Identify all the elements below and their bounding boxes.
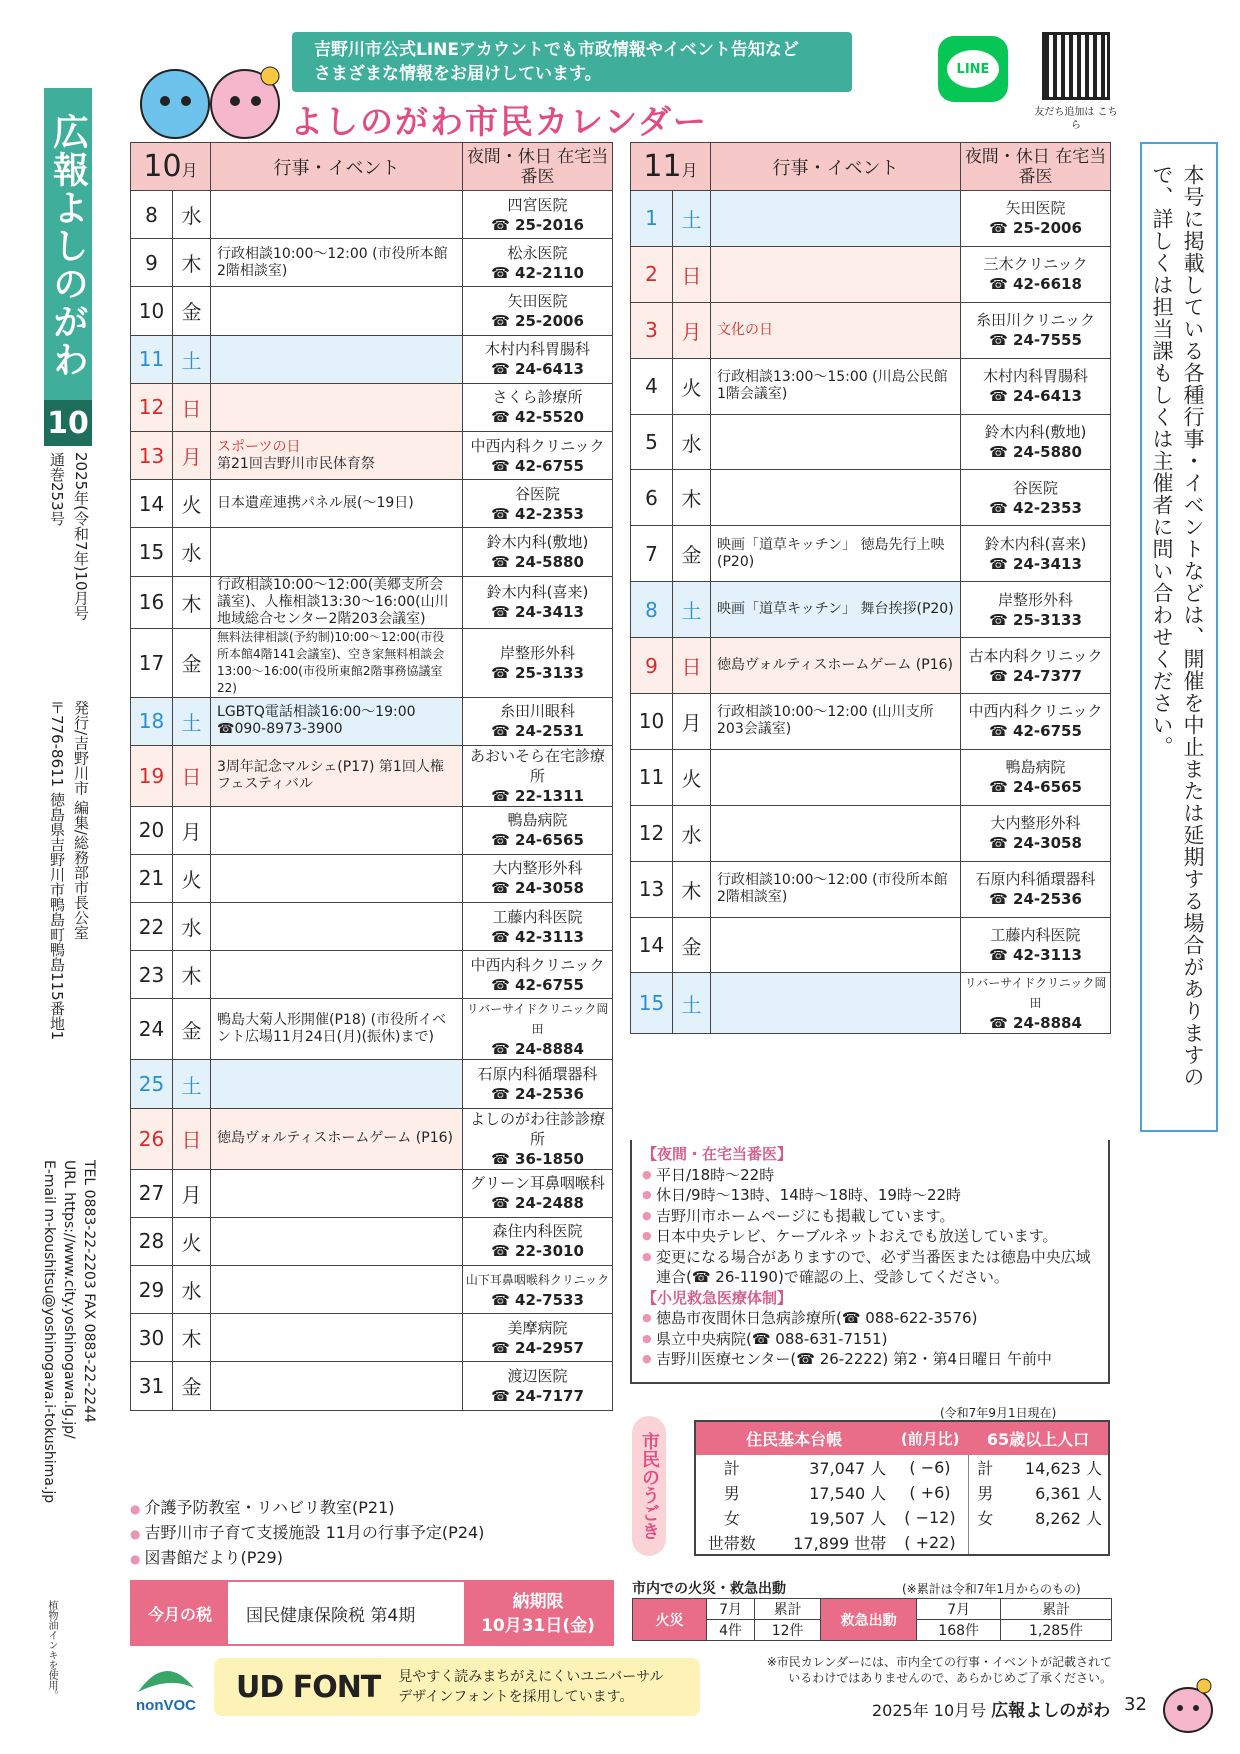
day-number: 19 — [131, 745, 173, 806]
side-notice: 本号に掲載している各種行事・イベントなどは、開催を中止または延期する場合がありますので、詳しくは担当課もしくは主催者に問い合わせください。 — [1140, 142, 1218, 1132]
calendar-row — [631, 526, 1111, 582]
weekday: 水 — [173, 528, 211, 576]
event-cell — [211, 1169, 463, 1217]
weekday: 月 — [173, 806, 211, 854]
october-calendar — [130, 142, 613, 1411]
day-number: 13 — [131, 431, 173, 479]
doctor-header: 夜間・休日 在宅当番医 — [463, 143, 613, 191]
event-cell: 映画「道草キッチン」 徳島先行上映(P20) — [711, 526, 961, 582]
doctor-cell: 木村内科胃腸科 ☎ 24-6413 — [961, 358, 1111, 414]
weekday: 木 — [173, 576, 211, 628]
doctor-cell: 木村内科胃腸科 ☎ 24-6413 — [463, 335, 613, 383]
weekday: 日 — [673, 246, 711, 302]
weekday: 水 — [173, 191, 211, 239]
weekday: 火 — [173, 854, 211, 902]
event-cell: 文化の日 — [711, 302, 961, 358]
doctor-header: 夜間・休日 在宅当番医 — [961, 143, 1111, 191]
weekday: 木 — [673, 861, 711, 917]
link-item[interactable]: ● 介護予防教室・リハビリ教室(P21) — [130, 1496, 484, 1521]
day-number: 3 — [631, 302, 673, 358]
svg-text:nonVOC: nonVOC — [136, 1697, 196, 1714]
doctor-cell: 鈴木内科(喜来) ☎ 24-3413 — [961, 526, 1111, 582]
event-cell — [211, 1314, 463, 1362]
link-item[interactable]: ● 図書館だより(P29) — [130, 1546, 484, 1571]
calendar-row — [631, 358, 1111, 414]
population-row: 女 19,507 人 ( −12) 女 8,262 人 — [695, 1505, 1109, 1530]
day-number: 10 — [131, 287, 173, 335]
doctor-cell: よしのがわ往診診療所 ☎ 36-1850 — [463, 1108, 613, 1169]
weekday: 月 — [173, 431, 211, 479]
event-cell — [211, 951, 463, 999]
weekday: 土 — [673, 582, 711, 638]
link-item[interactable]: ● 吉野川市子育て支援施設 11月の行事予定(P24) — [130, 1521, 484, 1546]
event-cell — [711, 917, 961, 973]
day-number: 20 — [131, 806, 173, 854]
day-number: 14 — [131, 480, 173, 528]
fire-title: 市内での火災・救急出動 — [632, 1581, 786, 1597]
day-number: 18 — [131, 697, 173, 745]
event-cell: 徳島ヴォルティスホームゲーム (P16) — [711, 638, 961, 694]
event-cell — [711, 246, 961, 302]
age65-header: 65歳以上人口 — [968, 1421, 1109, 1455]
day-number: 12 — [131, 383, 173, 431]
fire-note: (※累計は令和7年1月からのもの) — [902, 1582, 1081, 1596]
weekday: 金 — [173, 999, 211, 1060]
doctor-cell: さくら診療所 ☎ 42-5520 — [463, 383, 613, 431]
population-row: 世帯数 17,899 世帯 ( +22) — [695, 1530, 1109, 1555]
weekday: 月 — [673, 302, 711, 358]
calendar-row — [131, 1362, 613, 1410]
day-number: 27 — [131, 1169, 173, 1217]
calendar-row — [631, 246, 1111, 302]
event-cell — [711, 414, 961, 470]
event-cell: 映画「道草キッチン」 舞台挨拶(P20) — [711, 582, 961, 638]
weekday: 火 — [673, 358, 711, 414]
day-number: 23 — [131, 951, 173, 999]
doctor-cell: 渡辺医院 ☎ 24-7177 — [463, 1362, 613, 1410]
event-cell — [711, 749, 961, 805]
weekday: 木 — [673, 470, 711, 526]
weekday: 水 — [173, 1266, 211, 1314]
doctor-cell: 工藤内科医院 ☎ 42-3113 — [961, 917, 1111, 973]
day-number: 14 — [631, 917, 673, 973]
calendar-row — [131, 1169, 613, 1217]
doctor-cell: 糸田川クリニック ☎ 24-7555 — [961, 302, 1111, 358]
event-header: 行事・イベント — [711, 143, 961, 191]
day-number: 31 — [131, 1362, 173, 1410]
tax-label: 今月の税 — [132, 1582, 228, 1644]
doctor-cell: 谷医院 ☎ 42-2353 — [463, 480, 613, 528]
event-cell — [211, 1362, 463, 1410]
day-number: 4 — [631, 358, 673, 414]
event-cell: LGBTQ電話相談16:00～19:00 ☎090-8973-3900 — [211, 697, 463, 745]
day-number: 11 — [131, 335, 173, 383]
calendar-row — [131, 431, 613, 479]
tax-due: 納期限 10月31日(金) — [464, 1582, 612, 1644]
day-number: 11 — [631, 749, 673, 805]
doctor-cell: 岸整形外科 ☎ 25-3133 — [961, 582, 1111, 638]
note-item: ● 徳島市夜間休日急病診療所(☎ 088-622-3576) — [642, 1308, 1098, 1329]
calendar-row — [131, 697, 613, 745]
doctor-cell: リバーサイドクリニック岡田 ☎ 24-8884 — [463, 999, 613, 1060]
event-cell — [211, 1266, 463, 1314]
weekday: 金 — [673, 526, 711, 582]
day-number: 25 — [131, 1060, 173, 1108]
event-cell: 徳島ヴォルティスホームゲーム (P16) — [211, 1108, 463, 1169]
calendar-row — [631, 470, 1111, 526]
event-cell — [211, 528, 463, 576]
calendar-row — [631, 917, 1111, 973]
mascot-characters-icon — [130, 56, 290, 146]
doctor-cell: 糸田川眼科 ☎ 24-2531 — [463, 697, 613, 745]
population-table — [694, 1420, 1110, 1556]
publisher-url[interactable]: URL https://www.city.yoshinogawa.lg.jp/ — [61, 1160, 77, 1439]
event-cell — [211, 335, 463, 383]
ink-note: 植物油インキを使用。 — [46, 1600, 57, 1700]
day-number: 16 — [131, 576, 173, 628]
calendar-row — [131, 1108, 613, 1169]
calendar-row — [131, 576, 613, 628]
day-number: 26 — [131, 1108, 173, 1169]
day-number: 1 — [631, 191, 673, 247]
event-cell: 鴨島大菊人形開催(P18) (市役所イベント広場11月24日(月)(振休)まで) — [211, 999, 463, 1060]
population-row: 計 37,047 人 ( −6) 計 14,623 人 — [695, 1455, 1109, 1480]
event-cell — [211, 287, 463, 335]
day-number: 12 — [631, 805, 673, 861]
note-item: ● 平日/18時～22時 — [642, 1165, 1098, 1186]
doctor-cell: 石原内科循環器科 ☎ 24-2536 — [463, 1060, 613, 1108]
weekday: 土 — [173, 1060, 211, 1108]
page-title: よしのがわ市民カレンダー — [290, 102, 708, 141]
event-cell — [711, 805, 961, 861]
line-message: 吉野川市公式LINEアカウントでも市政情報やイベント告知など さまざまな情報をお届けしています。 — [292, 32, 852, 92]
day-number: 30 — [131, 1314, 173, 1362]
calendar-row — [131, 951, 613, 999]
doctor-cell: 矢田医院 ☎ 25-2006 — [463, 287, 613, 335]
event-cell — [211, 383, 463, 431]
weekday: 土 — [173, 335, 211, 383]
event-cell — [211, 806, 463, 854]
publisher-tel: TEL 0883-22-2203 FAX 0883-22-2244 — [81, 1160, 97, 1423]
doctor-cell: 岸整形外科 ☎ 25-3133 — [463, 628, 613, 697]
calendar-row — [131, 335, 613, 383]
day-number: 29 — [131, 1266, 173, 1314]
tax-box — [130, 1580, 614, 1646]
doctor-cell: 鈴木内科(敷地) ☎ 24-5880 — [463, 528, 613, 576]
page-number: 32 — [1124, 1694, 1147, 1715]
doctor-cell: 三木クリニック ☎ 42-6618 — [961, 246, 1111, 302]
weekday: 日 — [173, 745, 211, 806]
doctor-cell: 鈴木内科(喜来) ☎ 24-3413 — [463, 576, 613, 628]
qr-label: 友だち追加は こちら — [1034, 107, 1118, 131]
mascot-icon — [1160, 1676, 1216, 1736]
doctor-cell: 谷医院 ☎ 42-2353 — [961, 470, 1111, 526]
note-item: ● 変更になる場合がありますので、必ず当番医または徳島中央広域連合(☎ 26-1190)で確認の上、受診してください。 — [642, 1247, 1098, 1288]
doctor-cell: 鈴木内科(敷地) ☎ 24-5880 — [961, 414, 1111, 470]
november-calendar — [630, 142, 1111, 1034]
event-cell — [211, 854, 463, 902]
calendar-row — [131, 239, 613, 287]
doctor-cell: 中西内科クリニック ☎ 42-6755 — [961, 694, 1111, 750]
issue-date: 2025年(令和7年)10月号 — [72, 452, 90, 621]
day-number: 9 — [131, 239, 173, 287]
tax-item: 国民健康保険税 第4期 — [246, 1605, 416, 1626]
issue-serial: 通巻253号 — [48, 452, 66, 526]
calendar-row — [131, 480, 613, 528]
calendar-row — [131, 1314, 613, 1362]
day-number: 21 — [131, 854, 173, 902]
calendar-row — [631, 191, 1111, 247]
qr-code-icon[interactable] — [1042, 32, 1110, 100]
weekday: 木 — [173, 951, 211, 999]
population-date: (令和7年9月1日現在) — [940, 1406, 1057, 1420]
calendar-row — [131, 1060, 613, 1108]
calendar-disclaimer: ※市民カレンダーには、市内全ての行事・イベントが記載されて いるわけではありませんので、あらかじめご了承ください。 — [766, 1655, 1112, 1685]
calendar-row — [631, 749, 1111, 805]
event-cell — [211, 1060, 463, 1108]
calendar-row — [131, 854, 613, 902]
calendar-row — [131, 745, 613, 806]
event-cell — [211, 903, 463, 951]
calendar-row — [131, 287, 613, 335]
day-number: 17 — [131, 628, 173, 697]
related-links — [130, 1496, 484, 1571]
note-item: ● 吉野川医療センター(☎ 26-2222) 第2・第4日曜日 午前中 — [642, 1349, 1098, 1370]
day-number: 24 — [131, 999, 173, 1060]
note-item: ● 県立中央病院(☎ 088-631-7151) — [642, 1329, 1098, 1350]
weekday: 土 — [673, 191, 711, 247]
weekday: 火 — [173, 480, 211, 528]
publisher-line1: 発行/吉野川市 編集/総務部市長公室 — [72, 700, 90, 940]
event-cell — [711, 973, 961, 1034]
doctor-cell: グリーン耳鼻咽喉科 ☎ 24-2488 — [463, 1169, 613, 1217]
weekday: 木 — [173, 239, 211, 287]
footer: 2025年 10月号 広報よしのがわ — [872, 1701, 1111, 1721]
calendar-row — [631, 861, 1111, 917]
weekday: 土 — [673, 973, 711, 1034]
ud-font-banner: UD FONT 見やすく読みまちがえにくいユニバーサル デザインフォントを採用しています。 — [214, 1658, 700, 1716]
event-cell: 行政相談10:00～12:00 (市役所本館2階相談室) — [711, 861, 961, 917]
doctor-cell: リバーサイドクリニック岡田 ☎ 24-8884 — [961, 973, 1111, 1034]
basic-header: 住民基本台帳 — [695, 1421, 892, 1455]
day-number: 28 — [131, 1217, 173, 1265]
day-number: 15 — [631, 973, 673, 1034]
calendar-row — [131, 528, 613, 576]
weekday: 月 — [173, 1169, 211, 1217]
population-label: 市民のうごき — [632, 1416, 666, 1556]
doctor-cell: 鴨島病院 ☎ 24-6565 — [961, 749, 1111, 805]
weekday: 金 — [173, 1362, 211, 1410]
day-number: 13 — [631, 861, 673, 917]
note-item: ● 日本中央テレビ、ケーブルネットおえでも放送しています。 — [642, 1226, 1098, 1247]
calendar-row — [131, 628, 613, 697]
weekday: 金 — [173, 628, 211, 697]
note-item: ● 休日/9時～13時、14時～18時、19時～22時 — [642, 1185, 1098, 1206]
weekday: 日 — [673, 638, 711, 694]
weekday: 月 — [673, 694, 711, 750]
ud-font-logo: UD FONT — [236, 1669, 381, 1705]
population-row: 男 17,540 人 ( +6) 男 6,361 人 — [695, 1480, 1109, 1505]
doctor-cell: 古本内科クリニック ☎ 24-7377 — [961, 638, 1111, 694]
calendar-row — [631, 694, 1111, 750]
event-cell: 日本遺産連携パネル展(～19日) — [211, 480, 463, 528]
calendar-row — [131, 1266, 613, 1314]
weekday: 金 — [173, 287, 211, 335]
doctor-cell: 中西内科クリニック ☎ 42-6755 — [463, 951, 613, 999]
weekday: 火 — [673, 749, 711, 805]
weekday: 火 — [173, 1217, 211, 1265]
masthead-title: 広報よしのがわ — [44, 88, 92, 404]
nonvoc-logo-icon — [130, 1658, 202, 1714]
doctor-cell: 矢田医院 ☎ 25-2006 — [961, 191, 1111, 247]
day-number: 5 — [631, 414, 673, 470]
doctor-cell: 美摩病院 ☎ 24-2957 — [463, 1314, 613, 1362]
calendar-row — [631, 414, 1111, 470]
event-cell: 行政相談10:00～12:00 (山川支所203会議室) — [711, 694, 961, 750]
note-item: ● 吉野川市ホームページにも掲載しています。 — [642, 1206, 1098, 1227]
day-number: 8 — [631, 582, 673, 638]
line-logo-icon[interactable]: LINE — [938, 36, 1008, 102]
calendar-row — [631, 302, 1111, 358]
weekday: 水 — [173, 903, 211, 951]
weekday: 水 — [673, 414, 711, 470]
event-cell: 行政相談10:00～12:00 (市役所本館2階相談室) — [211, 239, 463, 287]
doctor-cell: 山下耳鼻咽喉科クリニック ☎ 42-7533 — [463, 1266, 613, 1314]
issue-number: 10 — [44, 400, 92, 446]
event-header: 行事・イベント — [211, 143, 463, 191]
month-header: 10月 — [131, 143, 211, 191]
weekday: 金 — [673, 917, 711, 973]
doctor-cell: あおいそら在宅診療所 ☎ 22-1311 — [463, 745, 613, 806]
publisher-email[interactable]: E-mail m-koushitsu@yoshinogawa.i-tokushima.jp — [41, 1160, 57, 1504]
event-cell — [711, 470, 961, 526]
weekday: 土 — [173, 697, 211, 745]
event-cell — [211, 191, 463, 239]
calendar-row — [131, 191, 613, 239]
day-number: 6 — [631, 470, 673, 526]
month-header: 11月 — [631, 143, 711, 191]
doctor-cell: 松永医院 ☎ 42-2110 — [463, 239, 613, 287]
doctor-cell: 大内整形外科 ☎ 24-3058 — [463, 854, 613, 902]
medical-notes: 【夜間・在宅当番医】 ● 平日/18時～22時 ● 休日/9時～13時、14時～18時、19時～22時 ● 吉野川市ホームページにも掲載しています。 ● 日本中央テレビ、ケーブルネットおえでも放送しています。 ● 変更になる場合がありますので、必ず当番医または徳島中央広域連合(☎ 26-1190)で確認の上、受診してください。 【小児救急医療体制】 ● 徳島市夜間休日急病診療所(☎ 088-622-3576) ● 県立中央病院(☎ 088-631-7151) ● 吉野川医療センター(☎ 26-2222) 第2・第4日曜日 午前中 — [630, 1140, 1110, 1384]
doctor-cell: 工藤内科医院 ☎ 42-3113 — [463, 903, 613, 951]
event-cell: 行政相談10:00～12:00(美郷支所会議室)、人権相談13:30～16:00(山川地域総合センター2階203会議室) — [211, 576, 463, 628]
calendar-row — [631, 582, 1111, 638]
calendar-row — [131, 999, 613, 1060]
calendar-row — [131, 1217, 613, 1265]
day-number: 15 — [131, 528, 173, 576]
day-number: 2 — [631, 246, 673, 302]
day-number: 9 — [631, 638, 673, 694]
doctor-cell: 森住内科医院 ☎ 22-3010 — [463, 1217, 613, 1265]
calendar-row — [131, 903, 613, 951]
doctor-cell: 大内整形外科 ☎ 24-3058 — [961, 805, 1111, 861]
day-number: 8 — [131, 191, 173, 239]
doctor-cell: 鴨島病院 ☎ 24-6565 — [463, 806, 613, 854]
event-cell: 行政相談13:00～15:00 (川島公民館1階会議室) — [711, 358, 961, 414]
weekday: 木 — [173, 1314, 211, 1362]
event-cell: 無料法律相談(予約制)10:00～12:00(市役所本館4階141会議室)、空き家無料相談会13:00～16:00(市役所東館2階事務協議室22) — [211, 628, 463, 697]
calendar-row — [631, 638, 1111, 694]
calendar-row — [131, 383, 613, 431]
day-number: 22 — [131, 903, 173, 951]
calendar-row — [631, 805, 1111, 861]
event-cell — [711, 191, 961, 247]
weekday: 水 — [673, 805, 711, 861]
calendar-row — [631, 973, 1111, 1034]
weekday: 日 — [173, 383, 211, 431]
day-number: 10 — [631, 694, 673, 750]
calendar-row — [131, 806, 613, 854]
doctor-cell: 中西内科クリニック ☎ 42-6755 — [463, 431, 613, 479]
day-number: 7 — [631, 526, 673, 582]
fire-table: 火災 7月 累計 救急出動 7月 累計 4件 12件 168件 1,285件 — [632, 1598, 1112, 1641]
weekday: 日 — [173, 1108, 211, 1169]
publisher-line2: 〒776-8611 徳島県吉野川市鴨島町鴨島115番地1 — [48, 700, 66, 1041]
event-cell — [211, 1217, 463, 1265]
doctor-cell: 四宮医院 ☎ 25-2016 — [463, 191, 613, 239]
prev-header: (前月比) — [892, 1421, 968, 1455]
doctor-cell: 石原内科循環器科 ☎ 24-2536 — [961, 861, 1111, 917]
event-cell: 3周年記念マルシェ(P17) 第1回人権フェスティバル — [211, 745, 463, 806]
event-cell: スポーツの日 第21回吉野川市民体育祭 — [211, 431, 463, 479]
